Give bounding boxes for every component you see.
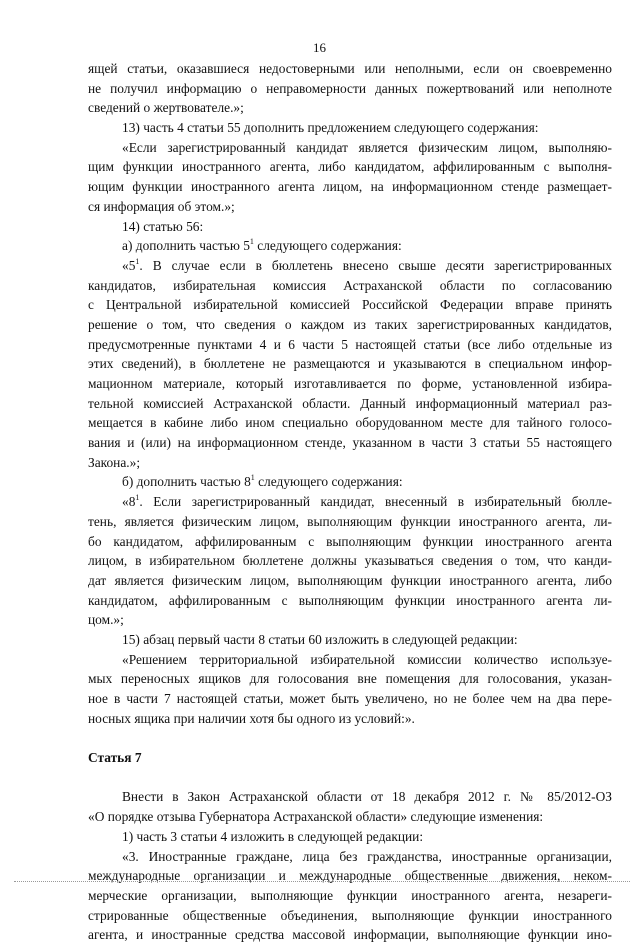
text-line: дат является физическим лицом, выполняющим функции иностранного агента, либо xyxy=(88,572,612,588)
text-line: щим функции иностранного агента, либо кандидатом, аффилированным с выполня- xyxy=(88,159,612,175)
article-heading: Статья 7 xyxy=(88,750,142,766)
text-line: агента, и иностранные средства массовой информации, выполняющие функции ино- xyxy=(88,927,612,943)
superscript: 1 xyxy=(135,256,140,266)
text-line: носных ящика при наличии хотя бы одного из условий:». xyxy=(88,710,415,726)
text-line: цом.»; xyxy=(88,612,124,628)
text-line: ящей статьи, оказавшиеся недостоверными или неполными, если он своевременно xyxy=(88,61,612,76)
text-line: 13) часть 4 статьи 55 дополнить предложением следующего содержания: xyxy=(122,120,539,136)
text-line: а) дополнить частью $5^1$ следующего содержания: xyxy=(122,237,402,254)
text-line: мационном материале, который изготавливается по форме, установленной избира- xyxy=(88,376,612,391)
text-line: вания и (или) на информационном стенде, указанном в части 3 статьи 55 настоящего xyxy=(88,435,612,451)
text-line: «О порядке отзыва Губернатора Астраханской области» следующие изменения: xyxy=(88,809,544,825)
text-line: мых переносных ящиков для голосования вне помещения для голосования, указан- xyxy=(88,671,612,687)
page-bottom-divider xyxy=(14,881,630,882)
document-body xyxy=(88,59,612,945)
text-line: тень, является физическим лицом, выполняющим функции иностранного агента, ли- xyxy=(88,513,612,529)
text-line: не получил информацию о неправомерности данных пожертвований или неполноте xyxy=(88,80,612,96)
text-line: бо кандидатом, аффилированным с выполняющим функции иностранного агента xyxy=(88,533,612,549)
text-line: ся информация об этом.»; xyxy=(88,198,235,214)
text-line: тельной комиссией Астраханской области. Данный информационный материал раз- xyxy=(88,395,612,411)
text-line: решение о том, что сведения о каждом из таких зарегистрированных кандидатов, xyxy=(88,316,612,332)
text-line: «$5^1$. В случае если в бюллетень внесено свыше десяти зарегистрированных xyxy=(122,256,612,273)
text-line: мещается в кабине либо ином специально оборудованном месте для тайного голосо- xyxy=(88,415,612,431)
text-line: 14) статью 56: xyxy=(122,218,204,234)
page-number: 16 xyxy=(313,40,326,55)
text-line: мерческие организации, выполняющие функции иностранного агента, незареги- xyxy=(88,887,612,903)
text-line: этих сведений), в бюллетене не размещаются и указываются в специальном инфор- xyxy=(88,356,612,372)
text-line: Внести в Закон Астраханской области от 18 декабря 2012 г. № 85/2012-ОЗ xyxy=(122,789,612,805)
spacer xyxy=(88,768,612,788)
text-line: ющим функции иностранного агента лицом, на информационном стенде размещает- xyxy=(88,179,612,195)
text-line: Закона.»; xyxy=(88,454,141,470)
superscript: 1 xyxy=(249,237,254,247)
text-line: сведений о жертвователе.»; xyxy=(88,100,244,116)
superscript: 1 xyxy=(250,473,255,483)
text-line: 15) абзац первый части 8 статьи 60 изложить в следующей редакции: xyxy=(122,631,518,647)
text-line: стрированные общественные объединения, выполняющие функции иностранного xyxy=(88,907,612,923)
text-line: кандидатов, избирательная комиссия Астраханской области по согласованию xyxy=(88,277,612,293)
text-line: 1) часть 3 статьи 4 изложить в следующей редакции: xyxy=(122,828,424,844)
text-line: б) дополнить частью $8^1$ следующего содержания: xyxy=(122,473,403,490)
text-line: ное в части 7 настоящей статьи, может быть увеличено, но не более чем на два пере- xyxy=(88,691,612,706)
text-line: лицом, в избирательном бюллетене должны указываться сведения о том, что канди- xyxy=(88,553,612,569)
text-line: с Центральной избирательной комиссией Российской Федерации вправе принять xyxy=(88,297,612,313)
text-line: «$8^1$. Если зарегистрированный кандидат, внесенный в избирательный бюлле- xyxy=(122,493,612,510)
text-line: кандидатом, аффилированным с выполняющим функции иностранного агента ли- xyxy=(88,592,612,608)
text-line: «Если зарегистрированный кандидат является физическим лицом, выполняю- xyxy=(122,139,612,155)
text-line: международные организации и международные общественные движения, неком- xyxy=(88,868,612,884)
text-line: «3. Иностранные граждане, лица без гражданства, иностранные организации, xyxy=(122,848,612,864)
text-line: предусмотренные пунктами 4 и 6 части 5 настоящей статьи (все либо отдельные из xyxy=(88,336,612,352)
text-line: «Решением территориальной избирательной комиссии количество используе- xyxy=(122,651,612,667)
superscript: 1 xyxy=(135,493,140,503)
